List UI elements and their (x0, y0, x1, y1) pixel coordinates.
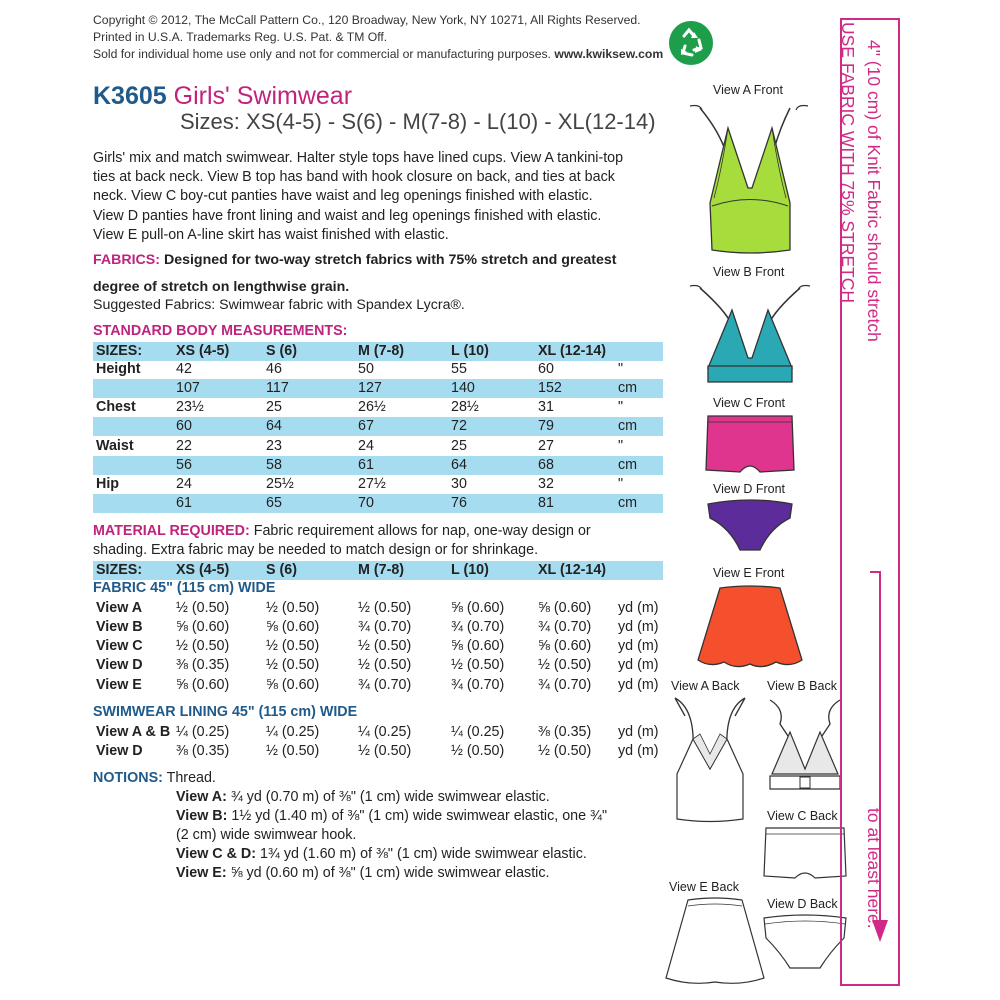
table-row (93, 637, 663, 656)
row-label: View D (96, 743, 143, 759)
view-b-front-illustration (680, 280, 820, 390)
view-b-back-illustration (760, 694, 850, 804)
copyright-line-3: Sold for individual home use only and not for commercial or manufacturing purposes. www.kwiksew.com (93, 47, 664, 61)
notion-label: View E: (176, 865, 227, 881)
notions-label: NOTIONS: (93, 770, 163, 786)
fabrics-label: FABRICS: (93, 252, 160, 268)
table-cell: yd (m) (618, 677, 659, 693)
notion-text: ⅝ yd (0.60 m) of ⅜" (1 cm) wide swimwear elastic. (230, 865, 550, 881)
table-cell: ¾ (0.70) (451, 619, 505, 635)
table-cell: ½ (0.50) (176, 638, 230, 654)
table-cell: XL (12-14) (538, 562, 607, 578)
table-cell: L (10) (451, 343, 489, 359)
copyright-block (93, 12, 673, 63)
fabrics-bold-line-1: Designed for two-way stretch fabrics with 75% stretch and greatest (163, 252, 617, 268)
notion-text: 1¾ yd (1.60 m) of ⅜" (1 cm) wide swimwear elastic. (259, 846, 587, 862)
notion-text: 1½ yd (1.40 m) of ⅜" (1 cm) wide swimwear elastic, one ¾" (231, 808, 608, 824)
view-d-back-illustration (760, 912, 850, 974)
table-cell: 61 (358, 457, 374, 473)
table-cell: ½ (0.50) (538, 743, 592, 759)
row-label: View A & B (96, 724, 171, 740)
notion-text: (2 cm) wide swimwear hook. (176, 827, 357, 843)
table-cell: S (6) (266, 343, 297, 359)
fabrics-suggested: Suggested Fabrics: Swimwear fabric with Spandex Lycra®. (93, 297, 465, 313)
material-line-2: shading. Extra fabric may be needed to match design or for shrinkage. (93, 542, 539, 558)
table-row (93, 456, 663, 475)
table-cell: M (7-8) (358, 343, 405, 359)
row-label: View C (96, 638, 143, 654)
table-cell: 64 (266, 418, 282, 434)
description-line: View D panties have front lining and waist and leg openings finished with elastic. (93, 207, 602, 224)
table-row (93, 676, 663, 695)
row-label: View D (96, 657, 143, 673)
description-line: View E pull-on A-line skirt has waist finished with elastic. (93, 226, 449, 243)
stretch-guide-target: to at least here. (864, 808, 884, 929)
description-line: Girls' mix and match swimwear. Halter style tops have lined cups. View A tankini-top (93, 150, 624, 166)
view-c-front-illustration (700, 412, 800, 478)
table-cell: cm (618, 380, 638, 396)
sizes-line: Sizes: XS(4-5) - S(6) - M(7-8) - L(10) - XL(12-14) (180, 109, 656, 134)
table-cell: L (10) (451, 562, 489, 578)
table-row (93, 742, 663, 761)
view-c-back-illustration (760, 824, 850, 884)
table-cell: yd (m) (618, 600, 659, 616)
view-a-front-illustration (680, 98, 820, 258)
table-cell: 68 (538, 457, 554, 473)
table-cell: ⅝ (0.60) (451, 600, 505, 616)
description-line: ties at back neck. View B top has band with hook closure on back, and ties at back (93, 169, 615, 186)
notion-text: ¾ yd (0.70 m) of ⅜" (1 cm) wide swimwear elastic. (230, 789, 550, 805)
table-cell: ½ (0.50) (538, 657, 592, 673)
table-cell: ¼ (0.25) (358, 724, 412, 740)
table-cell: ¾ (0.70) (358, 677, 412, 693)
table-cell: 30 (451, 476, 467, 492)
table-cell: " (618, 438, 624, 454)
table-cell: 42 (176, 361, 192, 377)
table-cell: ½ (0.50) (451, 743, 505, 759)
view-c-front-label: View C Front (713, 396, 786, 410)
table-cell: 56 (176, 457, 192, 473)
table-cell: ⅝ (0.60) (266, 619, 320, 635)
notions-section (93, 769, 673, 883)
table-cell: XL (12-14) (538, 343, 607, 359)
table-cell: ¾ (0.70) (538, 677, 592, 693)
table-row (93, 561, 663, 580)
table-cell: ½ (0.50) (358, 657, 412, 673)
table-cell: ¾ (0.70) (358, 619, 412, 635)
table-cell: 26½ (358, 399, 386, 415)
fabrics-section (93, 251, 673, 314)
row-label: Waist (96, 438, 134, 454)
table-cell: ½ (0.50) (266, 638, 320, 654)
table-cell: cm (618, 418, 638, 434)
description-line: neck. View C boy-cut panties have waist and leg openings finished with elastic. (93, 188, 593, 205)
table-cell: 79 (538, 418, 554, 434)
table-cell: 27 (538, 438, 554, 454)
table-cell: 25 (451, 438, 467, 454)
stretch-guide-instruction: 4" (10 cm) of Knit Fabric should stretch (864, 40, 884, 342)
table-cell: 61 (176, 495, 192, 511)
row-label: Height (96, 361, 141, 377)
pattern-title (93, 82, 352, 110)
material-label: MATERIAL REQUIRED: (93, 523, 250, 539)
table-cell: ¼ (0.25) (451, 724, 505, 740)
table-cell: 81 (538, 495, 554, 511)
table-cell: ½ (0.50) (358, 600, 412, 616)
table-row (93, 417, 663, 436)
recycle-icon (668, 20, 714, 66)
table-cell: ⅜ (0.35) (538, 724, 592, 740)
copyright-line-2: Printed in U.S.A. Trademarks Reg. U.S. Pat. & TM Off. (93, 30, 388, 44)
table-cell: ¼ (0.25) (176, 724, 230, 740)
table-cell: ¾ (0.70) (451, 677, 505, 693)
table-cell: 24 (358, 438, 374, 454)
table-cell: ½ (0.50) (358, 743, 412, 759)
row-label: Chest (96, 399, 136, 415)
table-cell: XS (4-5) (176, 562, 230, 578)
body-measurements-title: STANDARD BODY MEASUREMENTS: (93, 323, 348, 339)
description (93, 149, 663, 245)
pattern-code: K3605 (93, 82, 167, 110)
table-cell: cm (618, 457, 638, 473)
notion-label: View B: (176, 808, 228, 824)
table-cell: 46 (266, 361, 282, 377)
table-row (93, 360, 663, 379)
table-cell: 23½ (176, 399, 204, 415)
table-row (93, 618, 663, 637)
row-label: View B (96, 619, 143, 635)
table-cell: 28½ (451, 399, 479, 415)
table-cell: 24 (176, 476, 192, 492)
table-cell: 22 (176, 438, 192, 454)
table-cell: ⅝ (0.60) (538, 600, 592, 616)
table-cell: 65 (266, 495, 282, 511)
table-row (93, 656, 663, 675)
row-label: SIZES: (96, 343, 143, 359)
table-cell: yd (m) (618, 638, 659, 654)
table-cell: 32 (538, 476, 554, 492)
table-cell: 70 (358, 495, 374, 511)
table-cell: yd (m) (618, 724, 659, 740)
view-d-back-label: View D Back (767, 897, 838, 911)
view-e-front-illustration (690, 582, 810, 672)
table-cell: 152 (538, 380, 562, 396)
table-cell: 64 (451, 457, 467, 473)
material-line-1: Fabric requirement allows for nap, one-way design or (253, 523, 591, 539)
view-d-front-label: View D Front (713, 482, 786, 496)
row-label: Hip (96, 476, 120, 492)
notions-thread: Thread. (166, 770, 216, 786)
table-row (93, 342, 663, 361)
table-row (93, 379, 663, 398)
table-cell: yd (m) (618, 657, 659, 673)
lining-width-title: SWIMWEAR LINING 45" (115 cm) WIDE (93, 704, 358, 720)
view-a-back-illustration (665, 694, 755, 824)
table-cell: 117 (266, 380, 289, 396)
view-c-back-label: View C Back (767, 809, 838, 823)
table-row (93, 599, 663, 618)
fabrics-bold-line-2: degree of stretch on lengthwise grain. (93, 279, 350, 295)
table-cell: 76 (451, 495, 467, 511)
table-cell: M (7-8) (358, 562, 405, 578)
view-a-front-label: View A Front (713, 83, 783, 97)
table-cell: 23 (266, 438, 282, 454)
table-cell: ⅝ (0.60) (538, 638, 592, 654)
material-section (93, 522, 663, 560)
table-cell: ⅝ (0.60) (176, 619, 230, 635)
view-e-back-illustration (660, 896, 770, 986)
notion-label: View C & D: (176, 846, 256, 862)
table-cell: ⅜ (0.35) (176, 743, 230, 759)
table-row (93, 494, 663, 513)
table-cell: yd (m) (618, 619, 659, 635)
table-row (93, 437, 663, 456)
table-cell: 107 (176, 380, 200, 396)
table-cell: ⅝ (0.60) (451, 638, 505, 654)
row-label: View A (96, 600, 143, 616)
table-cell: 67 (358, 418, 374, 434)
table-cell: 60 (176, 418, 192, 434)
table-row (93, 398, 663, 417)
row-label: View E (96, 677, 142, 693)
row-label: SIZES: (96, 562, 143, 578)
table-cell: ½ (0.50) (266, 743, 320, 759)
table-cell: ½ (0.50) (266, 600, 320, 616)
table-cell: " (618, 476, 624, 492)
view-a-back-label: View A Back (671, 679, 740, 693)
table-cell: yd (m) (618, 743, 659, 759)
table-cell: ½ (0.50) (451, 657, 505, 673)
table-cell: ⅝ (0.60) (266, 677, 320, 693)
table-cell: ¼ (0.25) (266, 724, 320, 740)
table-cell: ½ (0.50) (358, 638, 412, 654)
view-b-back-label: View B Back (767, 679, 837, 693)
table-cell: " (618, 399, 624, 415)
table-cell: ⅝ (0.60) (176, 677, 230, 693)
table-cell: ⅜ (0.35) (176, 657, 230, 673)
table-cell: 140 (451, 380, 475, 396)
website-link[interactable]: www.kwiksew.com (554, 47, 664, 61)
table-cell: 127 (358, 380, 382, 396)
fabric-width-title: FABRIC 45" (115 cm) WIDE (93, 580, 276, 596)
pattern-name: Girls' Swimwear (173, 82, 353, 110)
table-cell: ½ (0.50) (176, 600, 230, 616)
view-b-front-label: View B Front (713, 265, 785, 279)
view-d-front-illustration (700, 498, 800, 558)
notion-label: View A: (176, 789, 227, 805)
table-cell: ¾ (0.70) (538, 619, 592, 635)
table-cell: 25½ (266, 476, 294, 492)
table-cell: " (618, 361, 624, 377)
table-row (93, 723, 663, 742)
table-cell: 72 (451, 418, 467, 434)
table-cell: 55 (451, 361, 467, 377)
view-e-back-label: View E Back (669, 880, 739, 894)
table-cell: cm (618, 495, 638, 511)
table-cell: 50 (358, 361, 374, 377)
table-cell: ½ (0.50) (266, 657, 320, 673)
table-cell: 60 (538, 361, 554, 377)
table-cell: 58 (266, 457, 282, 473)
table-row (93, 475, 663, 494)
copyright-line-1: Copyright © 2012, The McCall Pattern Co., 120 Broadway, New York, NY 10271, All Rights Reserved. (93, 13, 641, 27)
table-cell: 31 (538, 399, 554, 415)
table-cell: 25 (266, 399, 282, 415)
stretch-guide-heading: USE FABRIC WITH 75% STRETCH (838, 22, 858, 304)
view-e-front-label: View E Front (713, 566, 785, 580)
table-cell: S (6) (266, 562, 297, 578)
table-cell: 27½ (358, 476, 386, 492)
table-cell: XS (4-5) (176, 343, 230, 359)
